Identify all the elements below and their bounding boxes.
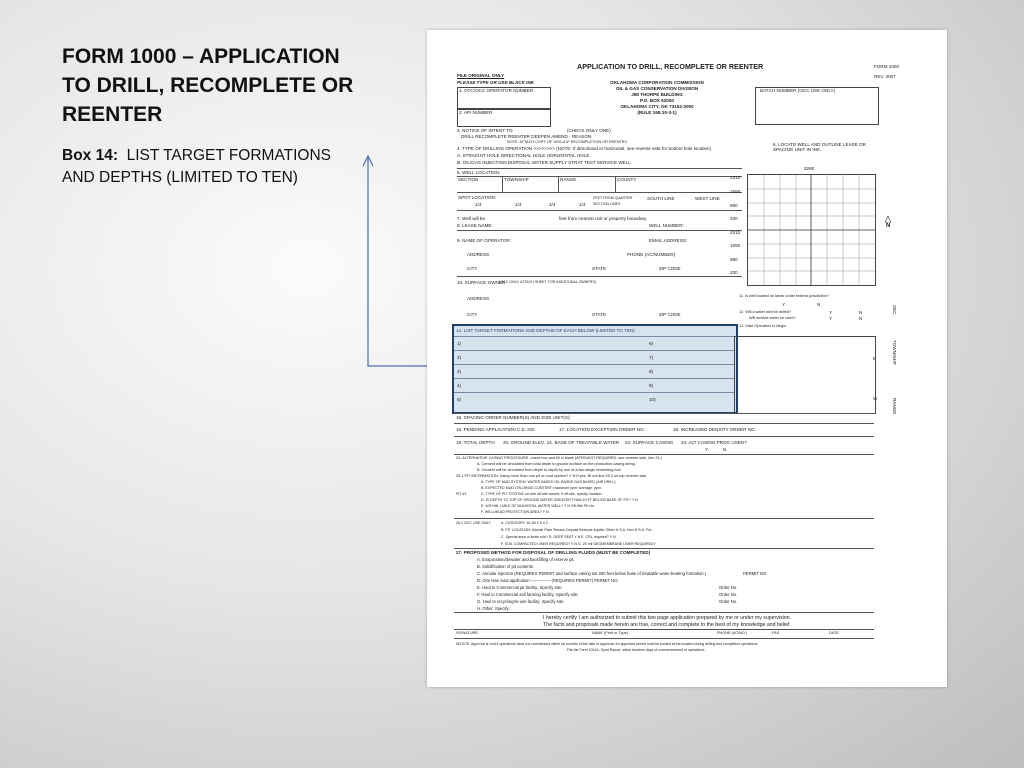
address-label: ADDRESS — [467, 252, 490, 257]
special-area[interactable]: C. Special area or limits rule? D. DEEP SEAT Y N E. CRL required? Y N — [501, 535, 616, 539]
side-label-e: E — [873, 356, 877, 361]
well-location-label: 5. WELL LOCATION: — [457, 170, 501, 175]
quarter-4: 1/4 — [579, 202, 586, 207]
target-4: 4) — [457, 383, 462, 388]
grid-side-1: 2310 — [730, 175, 741, 180]
form-title: APPLICATION TO DRILL, RECOMPLETE OR REENTER — [577, 62, 764, 71]
agency-line-1: OKLAHOMA CORPORATION COMMISSION — [610, 80, 704, 85]
range-label: RANGE — [560, 177, 577, 182]
agency-line-5: OKLAHOMA CITY, OK 73152-2000 — [620, 104, 694, 109]
grid-side-4: 330 — [730, 216, 738, 221]
zip-label: ZIP CODE — [659, 266, 681, 271]
date-operation-label: 13. Date Operation to Begin — [739, 324, 787, 328]
drilling-options-a[interactable]: A. STRAIGHT HOLE DIRECTIONAL HOLE HORIZONTAL HOLE — [457, 153, 590, 158]
west-line: WEST LINE — [695, 196, 720, 201]
surface-state-label: STATE — [592, 312, 607, 317]
surface-water-question: Will surface water be used? — [749, 316, 796, 320]
lease-name-label: 8. LEASE NAME: — [457, 223, 493, 228]
cement-b[interactable]: B. Cement will be circulated from depth to depth by use of a two stage cementing tool. — [477, 468, 622, 472]
quarter-2: 1/4 — [515, 202, 522, 207]
feet-from-quarter: FEET FROM QUARTER — [593, 196, 633, 200]
email-label: EMAIL ADDRESS: — [649, 238, 688, 243]
surface-zip-label: ZIP CODE — [659, 312, 681, 317]
target-depth-columns — [734, 336, 876, 414]
box-description: LIST TARGET FORMATIONS AND DEPTHS (LIMITED TO TEN) — [62, 147, 332, 186]
notice-text: NOTICE: Approval is void if operations have not commenced within six months of the date of approval. An approved permit must be posted at the location during drilling and completion operations. — [456, 642, 759, 646]
notice-label: 3. NOTICE OF INTENT TO: — [457, 128, 514, 133]
disposal-option-b[interactable]: B. Solidification of pit contents. — [477, 564, 535, 569]
grid-side-6: 1650 — [730, 243, 741, 248]
notice-text-2: File the Form 1001A, Spud Report, within fourteen days of commencement of operations. — [567, 648, 706, 652]
water-well-no[interactable]: N — [859, 310, 863, 315]
notice-options[interactable]: DRILL RECOMPLETE REENTER DEEPEN AMEND - REASON — [461, 134, 592, 139]
disposal-option-f[interactable]: F. Haul to Commercial soil farming facility; Specify site: — [477, 592, 579, 597]
county-label: COUNTY — [617, 177, 637, 182]
order-no-f: Order No. — [719, 592, 738, 597]
surface-city-label: CITY — [467, 312, 478, 317]
feet-from-boundary: feet from nearest unit or property boundary. — [559, 216, 648, 221]
form-1000-page — [427, 30, 947, 687]
batch-number-label: BATCH NUMBER (OCC USE ONLY) — [760, 88, 836, 93]
form-number: FORM 1000 — [874, 64, 900, 69]
grid-top-label: 5280 — [804, 166, 815, 171]
alt-casing-label: 23. ALT CASING PROG USED? — [681, 440, 747, 445]
alt-procedure: 24. ALTERNATIVE CASING PROCEDURE, check box and fill in blank (AFFIDAVIT REQUIRED, see reverse side, line 21.) — [456, 456, 662, 460]
surface-water-yes[interactable]: Y — [829, 316, 833, 321]
pit-f[interactable]: F. WELLHEAD PROTECTION AREA? Y N — [481, 510, 549, 514]
please-type: PLEASE TYPE OR USE BLACK INK — [457, 80, 535, 85]
ground-elev-label: 20. GROUND ELEV. — [503, 440, 545, 445]
api-number-label: 2. API NUMBER — [459, 110, 493, 115]
agency-line-6: (RULE 165:10-3-1) — [637, 110, 677, 115]
well-number-label: WELL NUMBER: — [649, 223, 684, 228]
disposal-option-c[interactable]: C. Annular injection (REQUIRES PERMIT and surface casing set 200 feet below base of treatable water-bearing formation.) — [477, 571, 707, 576]
target-row[interactable] — [454, 392, 734, 406]
side-label-township: TOWNSHIP — [892, 340, 897, 365]
grid-side-3: 990 — [730, 203, 738, 208]
target-row[interactable] — [454, 336, 734, 351]
agency-line-4: P.O. BOX 52000 — [640, 98, 674, 103]
pit-information: 25.1 PIT INFORMATION: Using more than one pit or mud system? Y N If yes, fill out line 25.2 on top reverse side. — [456, 474, 648, 478]
target-3: 3) — [457, 369, 462, 374]
surface-owner-note: (OCC ONLY, ATTACH SHEET FOR ADDITIONAL OWNERS) — [499, 280, 596, 284]
phone-label: PHONE (AC/NUMBER) — [627, 252, 676, 257]
grid-side-8: 330 — [730, 270, 738, 275]
target-7: 7) — [649, 355, 654, 360]
target-row[interactable] — [454, 350, 734, 365]
surface-water-no[interactable]: N — [859, 316, 863, 321]
disposal-option-a[interactable]: A. Evaporation/dewater and backfilling of reserve pit. — [477, 557, 575, 562]
location-exception-label: 17. LOCATION EXCEPTION ORDER NO. — [559, 427, 645, 432]
alt-casing-no[interactable]: N — [723, 447, 727, 452]
spacing-order-label: 15. SPACING ORDER NUMBER(S) AND SIZE UNIT(S): — [456, 415, 571, 420]
order-no-g: Order No. — [719, 599, 738, 604]
increased-density-label: 18. INCREASED DENSITY ORDER NO. — [673, 427, 756, 432]
section-label: SECTION — [458, 177, 479, 182]
state-label: STATE — [592, 266, 607, 271]
well-will-be: 7. Well will be — [457, 216, 485, 221]
name-print-label[interactable]: NAME (Print or Type) — [592, 631, 629, 635]
locate-well-instruction: 6. LOCATE WELL AND OUTLINE LEASE OR SPACING UNIT IN INK. — [773, 142, 866, 153]
cement-a[interactable]: A. Cement will be circulated from total depth to ground surface on the production casing string. — [477, 462, 636, 466]
target-5: 5) — [457, 397, 462, 402]
permit-no-c: PERMIT NO. — [743, 571, 768, 576]
category[interactable]: A. CATEGORY 1A 1B 2 3 4 C — [501, 521, 549, 525]
disposal-option-h[interactable]: H. Other. Specify: — [477, 606, 510, 611]
quarter-1: 1/4 — [475, 202, 482, 207]
check-one: (CHECK ONLY ONE) — [567, 128, 611, 133]
grid-side-7: 990 — [730, 257, 738, 262]
grid-side-5: 2310 — [730, 230, 741, 235]
certification-2: The facts and proposals made herein are true, correct and complete to the best of my knowledge and belief. — [543, 622, 791, 628]
pit-c[interactable]: C. TYPE OF PIT SYSTEM: on-site off-site closed; If off-site, specify location: — [481, 492, 603, 496]
federal-land-question: 11. Is well located on lands under federal jurisdiction? — [739, 294, 829, 298]
target-row[interactable] — [454, 378, 734, 393]
pit-b[interactable]: B. EXPECTED MUD CHLORIDE CONTENT: maximum ppm; average: ppm. — [481, 486, 603, 490]
water-well-yes[interactable]: Y — [829, 310, 833, 315]
agency-line-2: OIL & GAS CONSERVATION DIVISION — [615, 86, 699, 91]
surface-owner-label: 10. SURFACE OWNER — [457, 280, 506, 285]
target-6: 6) — [649, 341, 654, 346]
agency-line-3: JIM THORPE BUILDING — [631, 92, 683, 97]
spot-location-label: SPOT LOCATION: — [458, 195, 497, 200]
date-label[interactable]: DATE — [829, 631, 839, 635]
disposal-option-d[interactable]: D. One time land application -------------- (REQUIRES PERMIT) PERMIT NO. — [477, 578, 619, 583]
soil-liner[interactable]: F. SOIL COMPACTED LINER REQUIRED? Y N G. 20 mil GEOMEMBRANE LINER REQUIRED? — [501, 542, 656, 546]
occ-use-only: 26.1 OCC USE ONLY — [456, 521, 491, 525]
surface-address-label: ADDRESS — [467, 296, 490, 301]
operator-name-label: 9. NAME OF OPERATOR: — [457, 238, 511, 243]
alt-casing-yes[interactable]: Y — [705, 447, 709, 452]
water-well-question: 12. Will a water well be drilled? — [739, 310, 792, 314]
treatable-water-label: 21. BASE OF TREATABLE WATER — [547, 440, 620, 445]
section-grid[interactable] — [747, 174, 876, 286]
side-label-range: RANGE — [892, 398, 897, 415]
operator-number-label: 1. OTC/OCC OPERATOR NUMBER — [459, 88, 534, 93]
total-depth-label: 19. TOTAL DEPTH — [456, 440, 495, 445]
township-label: TOWNSHIP — [504, 177, 529, 182]
certification-1: I hereby certify I am authorized to submit this two page application prepared by me or under my supervision. — [543, 615, 791, 621]
disposal-option-e[interactable]: E. Haul to Commercial pit facility; Specify site: — [477, 585, 563, 590]
section-lines: SECTION LINES — [593, 202, 621, 206]
target-2: 2) — [457, 355, 462, 360]
target-9: 9) — [649, 383, 654, 388]
phone-ac-label[interactable]: PHONE (AC/NO.) — [717, 631, 748, 635]
pit-location[interactable]: B. PIT LOCATION: Alluvial Plain Terrace Deposit Bedrock Aquifer Other H.S.A. Non H.S.A. Fm: — [501, 528, 653, 532]
pit-a[interactable]: A. TYPE OF MUD SYSTEM: WATER BASED OIL BASED GAS BASED (AIR DRILL) — [481, 480, 616, 484]
target-10: 10) — [649, 397, 656, 402]
side-label-sec: SEC — [892, 305, 897, 315]
target-row[interactable] — [454, 364, 734, 379]
pit-e[interactable]: E. WITHIN 1 MILE OF MUNICIPAL WATER WELL? Y N Off-Site Pit No. — [481, 504, 595, 508]
north-icon: N — [886, 223, 891, 229]
pit-d[interactable]: D. IS DEPTH TO TOP OF GROUND WATER GREATER THAN 10 FT BELOW BASE OF PIT? Y N — [481, 498, 638, 502]
target-1: 1) — [457, 341, 462, 346]
disposal-header: 27. PROPOSED METHOD FOR DISPOSAL OF DRILLING FLUIDS (MUST BE COMPLETED) — [456, 550, 651, 555]
order-no-e: Order No. — [719, 585, 738, 590]
box-label: Box 14: — [62, 147, 118, 164]
grid-side-2: 1650 — [730, 189, 741, 194]
pending-application-label: 16. PENDING APPLICATION C.D. NO. — [456, 427, 536, 432]
form-revision: REV. 2007 — [874, 74, 896, 79]
fax-label[interactable]: FAX — [772, 631, 780, 635]
target-formations-header: 14. LIST TARGET FORMATIONS AND DEPTHS OF EACH BELOW (LIMITED TO TEN) — [456, 328, 635, 333]
federal-yes[interactable]: Y — [782, 302, 786, 307]
target-8: 8) — [649, 369, 654, 374]
pit-1-label: PIT #1 — [456, 492, 467, 496]
signature-label[interactable]: SIGNATURE — [456, 631, 478, 635]
surface-casing-label: 22. SURFACE CASING — [625, 440, 674, 445]
quarter-3: 1/4 — [549, 202, 556, 207]
north-arrow-icon — [885, 216, 891, 223]
side-label-w: W — [873, 396, 878, 401]
file-original: FILE ORIGINAL ONLY — [457, 73, 505, 78]
slide-title: FORM 1000 – APPLICATION TO DRILL, RECOMPLETE OR REENTER — [62, 45, 354, 126]
drilling-options-b[interactable]: B. OIL/GAS INJECTION DISPOSAL WATER SUPPLY STRAT TEST SERVICE WELL — [457, 160, 631, 165]
south-line: SOUTH LINE — [647, 196, 675, 201]
federal-no[interactable]: N — [817, 302, 821, 307]
disposal-option-g[interactable]: G. Haul to recycling/re-use facility; Specify site: — [477, 599, 565, 604]
city-label: CITY — [467, 266, 478, 271]
attach-note: NOTE: ATTACH COPY OF 1002-A IF RECOMPLETION OR REENTRY. — [507, 140, 628, 144]
drilling-type: 4. TYPE OF DRILLING OPERATION >>>>>>>> (NOTE: If directional or horizontal, see reverse side for bottom hole location) — [457, 146, 712, 151]
